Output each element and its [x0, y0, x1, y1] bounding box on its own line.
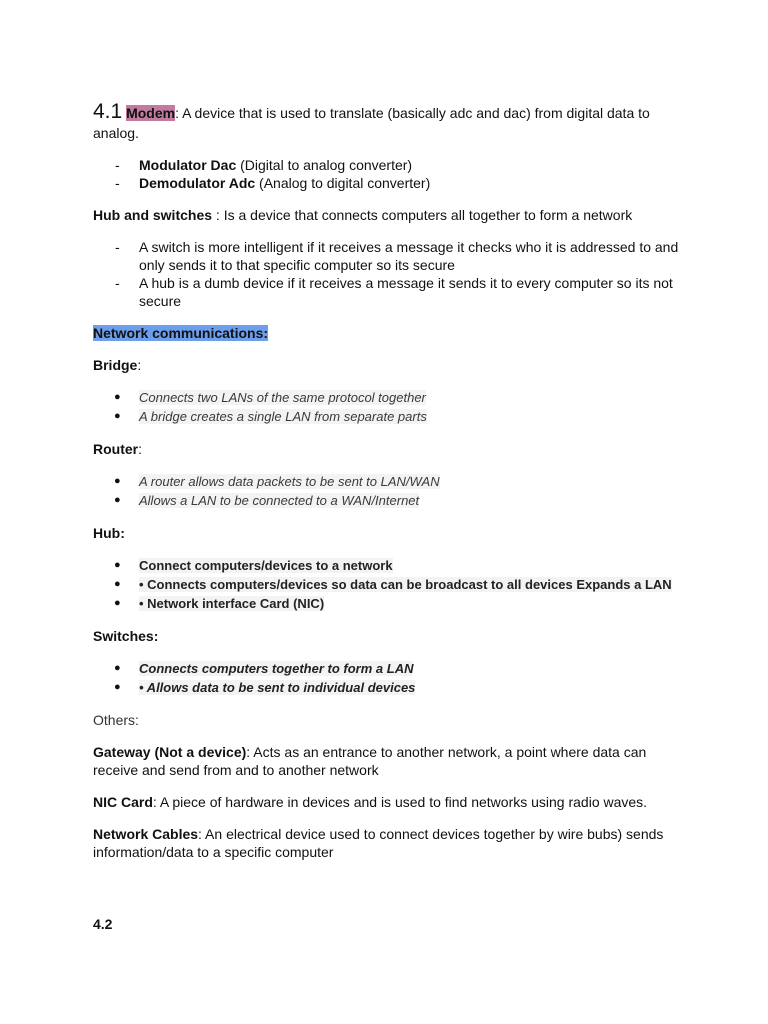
bullet-icon: ●	[114, 578, 121, 590]
list-item	[93, 156, 683, 174]
nic-paragraph	[93, 793, 683, 811]
bridge-term: Bridge	[93, 357, 138, 373]
list-item: - A hub is a dumb device if it receives a message it sends it to every computer so its not secure	[93, 274, 683, 310]
bullet-icon: ●	[114, 597, 121, 609]
list-item-text: • Connects computers/devices so data can be broadcast to all devices Expands a LAN	[139, 577, 672, 592]
nic-term: NIC Card	[93, 794, 153, 810]
router-term: Router	[93, 441, 139, 457]
list-item	[93, 575, 683, 594]
section-4-1-intro	[93, 100, 683, 142]
bridge-heading	[93, 356, 683, 374]
others-label: Others:	[93, 712, 139, 728]
switches-term: Switches:	[93, 628, 159, 644]
list-item-text: • Allows data to be sent to individual devices	[139, 680, 416, 695]
list-item-text: A bridge creates a single LAN from separate parts	[139, 409, 427, 424]
document-page	[93, 100, 683, 933]
list-item	[93, 407, 683, 426]
modem-term: Modem	[126, 105, 176, 121]
bullet-icon: ●	[114, 681, 121, 693]
section-number: 4.2	[93, 916, 113, 932]
cables-term: Network Cables	[93, 826, 199, 842]
bullet-icon: ●	[114, 494, 121, 506]
list-item-text: Connects computers together to form a LAN	[139, 661, 414, 676]
bridge-list	[93, 388, 683, 426]
section-4-2-heading	[93, 915, 683, 933]
modem-list	[93, 156, 683, 192]
demodulator-desc: (Analog to digital converter)	[255, 175, 431, 191]
demodulator-term: Demodulator Adc	[139, 175, 256, 191]
cables-paragraph	[93, 825, 683, 861]
hub-switches-list	[93, 238, 683, 310]
hub-term: Hub:	[93, 525, 125, 541]
list-item	[93, 556, 683, 575]
network-communications-heading	[93, 324, 683, 342]
bullet-icon: ●	[114, 559, 121, 571]
cables-desc: : An electrical device used to connect devices together by wire bubs) sends information/data to a specific computer	[93, 826, 664, 860]
list-item-text: Connect computers/devices to a network	[139, 558, 393, 573]
list-item	[93, 594, 683, 613]
list-item	[93, 678, 683, 697]
list-item	[93, 388, 683, 407]
modulator-term: Modulator Dac	[139, 157, 237, 173]
hub-switches-desc: : Is a device that connects computers all together to form a network	[212, 207, 633, 223]
router-list	[93, 472, 683, 510]
list-item	[93, 472, 683, 491]
list-item-text: A router allows data packets to be sent to LAN/WAN	[139, 474, 440, 489]
list-item-text: • Network interface Card (NIC)	[139, 596, 325, 611]
gateway-paragraph	[93, 743, 683, 779]
hub-heading	[93, 524, 683, 542]
bullet-icon: ●	[114, 662, 121, 674]
hub-switches-term: Hub and switches	[93, 207, 213, 223]
list-item	[93, 491, 683, 510]
list-item-text: Connects two LANs of the same protocol together	[139, 390, 426, 405]
network-communications-title: Network communications:	[93, 325, 269, 341]
hub-list	[93, 556, 683, 613]
bullet-icon: ●	[114, 391, 121, 403]
gateway-term: Gateway (Not a device)	[93, 744, 247, 760]
list-item	[93, 659, 683, 678]
list-item: - A switch is more intelligent if it receives a message it checks who it is addressed to and only sends it to that specific computer so its secure	[93, 238, 683, 274]
modulator-desc: (Digital to analog converter)	[236, 157, 413, 173]
switches-list	[93, 659, 683, 697]
modem-description: : A device that is used to translate (basically adc and dac) from digital data to analog.	[93, 105, 650, 141]
section-number: 4.1	[93, 100, 123, 123]
colon: :	[137, 357, 142, 373]
gateway-desc: : Acts as an entrance to another network, a point where data can receive and send from and to another network	[93, 744, 647, 778]
colon: :	[138, 441, 143, 457]
list-item	[93, 174, 683, 192]
bullet-icon: ●	[114, 475, 121, 487]
bullet-icon: ●	[114, 410, 121, 422]
switches-heading	[93, 627, 683, 645]
list-item-text: Allows a LAN to be connected to a WAN/Internet	[139, 493, 420, 508]
router-heading	[93, 440, 683, 458]
hub-switches-paragraph	[93, 206, 683, 224]
nic-desc: : A piece of hardware in devices and is used to find networks using radio waves.	[152, 794, 648, 810]
